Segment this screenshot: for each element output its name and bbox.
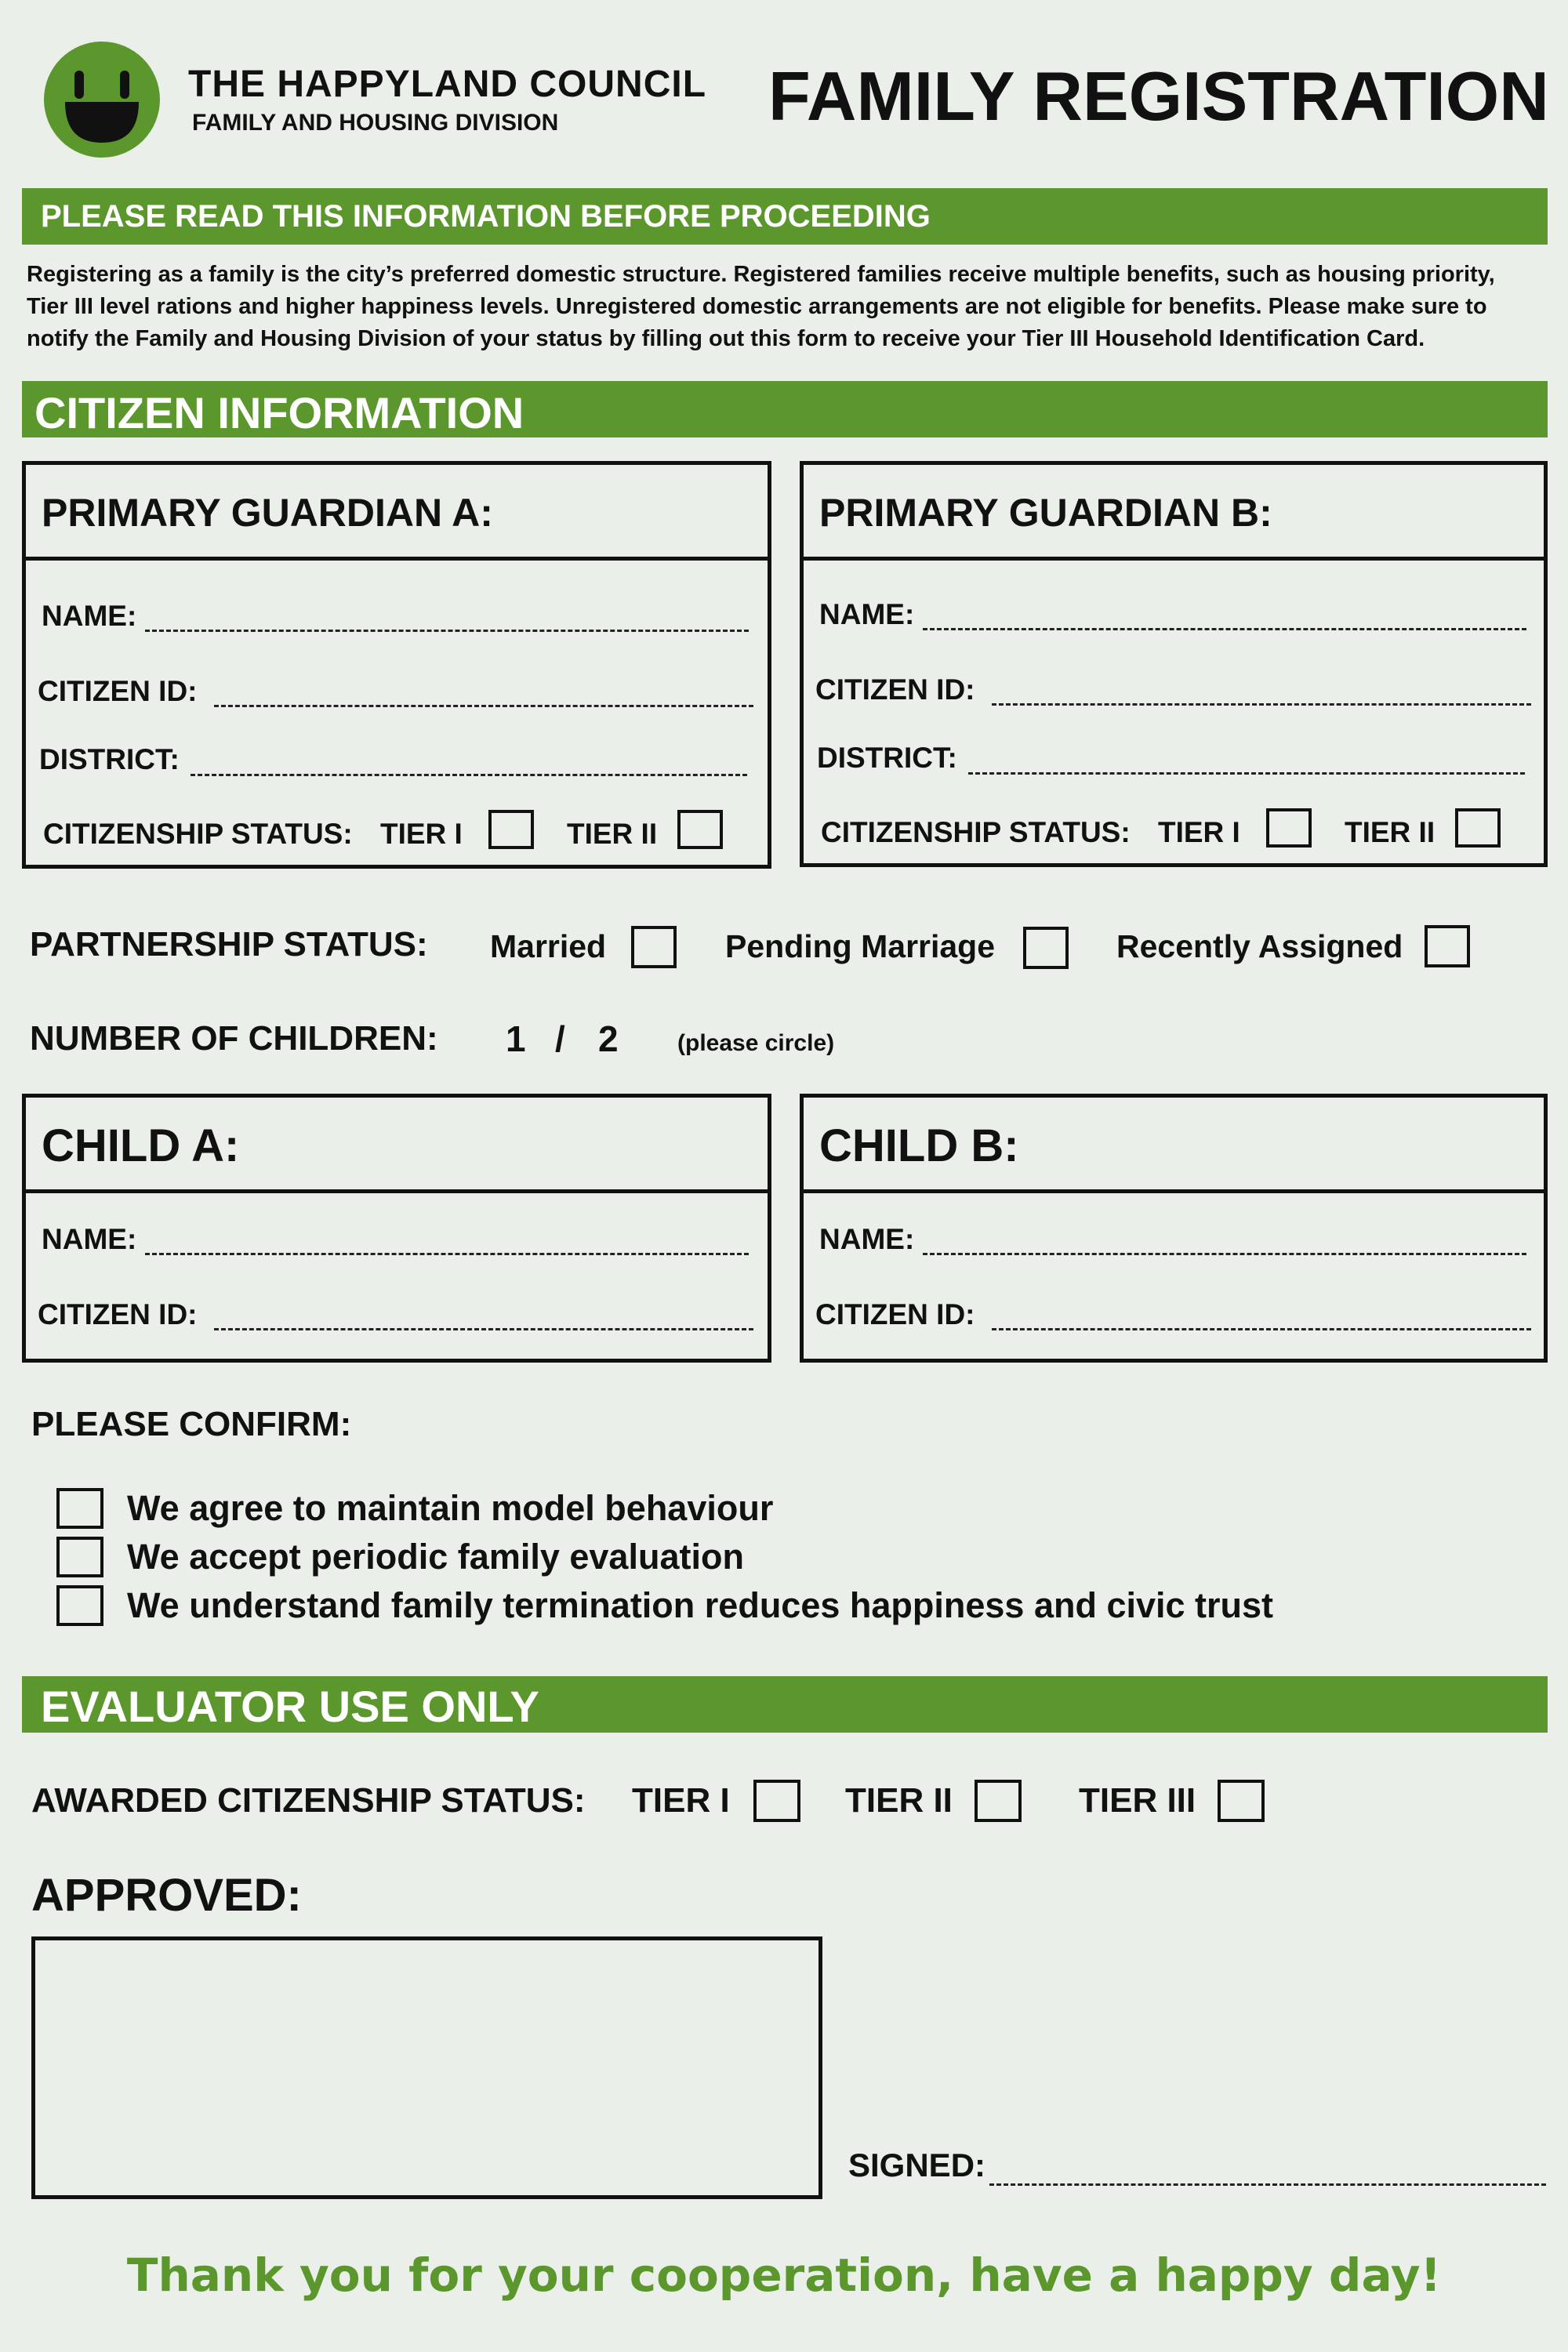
children-count-note: (please circle)	[677, 1030, 835, 1056]
confirm-evaluation-text: We accept periodic family evaluation	[127, 1537, 744, 1577]
child-b-title: CHILD B:	[819, 1120, 1019, 1171]
confirm-heading: PLEASE CONFIRM:	[31, 1405, 352, 1443]
guardian-a-district-label: DISTRICT:	[39, 743, 180, 775]
confirm-termination-checkbox[interactable]	[56, 1585, 103, 1626]
evaluator-banner	[22, 1676, 1548, 1733]
council-name: THE HAPPYLAND COUNCIL	[188, 64, 707, 105]
form-title: FAMILY REGISTRATION	[768, 57, 1549, 135]
partnership-option-pending: Pending Marriage	[725, 928, 996, 964]
guardian-b-tier1-checkbox[interactable]	[1266, 808, 1312, 848]
guardian-a-name-field[interactable]	[145, 630, 749, 632]
partnership-option-married: Married	[490, 928, 607, 964]
guardian-a-name-label: NAME:	[42, 600, 137, 632]
citizen-info-heading: CITIZEN INFORMATION	[34, 388, 524, 437]
awarded-tier3-checkbox[interactable]	[1218, 1780, 1265, 1822]
children-count-option-1[interactable]: 1	[506, 1018, 526, 1059]
pending-marriage-checkbox[interactable]	[1023, 927, 1069, 969]
citizen-info-banner	[22, 381, 1548, 437]
notice-heading: PLEASE READ THIS INFORMATION BEFORE PROCEEDING	[41, 199, 931, 234]
guardian-a-id-label: CITIZEN ID:	[38, 675, 198, 707]
awarded-tier2-checkbox[interactable]	[975, 1780, 1022, 1822]
children-count-option-2[interactable]: 2	[598, 1018, 619, 1059]
notice-line-3: notify the Family and Housing Division of your status by filling out this form to receive your Tier III Household Identification Card.	[27, 326, 1425, 351]
signed-label: SIGNED:	[848, 2147, 986, 2183]
awarded-tier3-label: TIER III	[1079, 1781, 1196, 1820]
notice-banner	[22, 188, 1548, 245]
guardian-a-tier1-checkbox[interactable]	[488, 810, 534, 849]
recently-assigned-checkbox[interactable]	[1425, 925, 1470, 967]
guardian-b-title: PRIMARY GUARDIAN B:	[819, 491, 1272, 535]
guardian-b-tier2-label: TIER II	[1345, 816, 1436, 848]
confirm-termination-text: We understand family termination reduces happiness and civic trust	[127, 1585, 1274, 1625]
approved-stamp-box[interactable]	[31, 1936, 822, 2199]
confirm-behaviour-text: We agree to maintain model behaviour	[127, 1488, 774, 1528]
child-a-title: CHILD A:	[42, 1120, 240, 1171]
guardian-b-district-field[interactable]	[968, 772, 1525, 775]
awarded-tier2-label: TIER II	[845, 1781, 953, 1820]
division-name: FAMILY AND HOUSING DIVISION	[192, 110, 559, 136]
awarded-tier1-label: TIER I	[632, 1781, 730, 1820]
child-a-id-field[interactable]	[214, 1328, 753, 1330]
logo	[43, 41, 161, 158]
guardian-a-box	[22, 461, 771, 869]
guardian-a-title: PRIMARY GUARDIAN A:	[42, 491, 493, 535]
awarded-status-label: AWARDED CITIZENSHIP STATUS:	[31, 1781, 586, 1820]
child-a-box	[22, 1094, 771, 1363]
child-b-name-field[interactable]	[923, 1253, 1526, 1255]
guardian-b-box	[800, 461, 1548, 867]
guardian-a-tier2-label: TIER II	[567, 818, 658, 850]
guardian-a-tier2-checkbox[interactable]	[677, 810, 723, 849]
married-checkbox[interactable]	[631, 926, 677, 968]
guardian-a-district-field[interactable]	[191, 774, 747, 776]
child-b-name-label: NAME:	[819, 1223, 915, 1255]
child-b-id-field[interactable]	[992, 1328, 1531, 1330]
child-b-id-label: CITIZEN ID:	[815, 1298, 975, 1330]
child-a-id-label: CITIZEN ID:	[38, 1298, 198, 1330]
guardian-a-id-field[interactable]	[214, 705, 753, 707]
children-count-separator: /	[555, 1018, 565, 1059]
notice-line-1: Registering as a family is the city’s preferred domestic structure. Registered families receive multiple benefits, such as housing priority,	[27, 262, 1495, 287]
child-b-header	[804, 1098, 1544, 1193]
child-b-box	[800, 1094, 1548, 1363]
guardian-b-district-label: DISTRICT:	[817, 742, 957, 774]
guardian-b-id-field[interactable]	[992, 703, 1531, 706]
partnership-label: PARTNERSHIP STATUS:	[30, 925, 428, 964]
guardian-b-tier1-label: TIER I	[1158, 816, 1240, 848]
approved-label: APPROVED:	[31, 1870, 302, 1921]
child-a-name-label: NAME:	[42, 1223, 137, 1255]
evaluator-heading: EVALUATOR USE ONLY	[41, 1682, 539, 1731]
children-count-label: NUMBER OF CHILDREN:	[30, 1019, 438, 1058]
guardian-a-status-label: CITIZENSHIP STATUS:	[43, 818, 353, 850]
confirm-behaviour-checkbox[interactable]	[56, 1488, 103, 1529]
child-a-name-field[interactable]	[145, 1253, 749, 1255]
awarded-tier1-checkbox[interactable]	[753, 1780, 800, 1822]
child-a-header	[26, 1098, 768, 1193]
notice-line-2: Tier III level rations and higher happiness levels. Unregistered domestic arrangements are not eligible for benefits. Please make sure to	[27, 294, 1487, 319]
guardian-a-header	[26, 465, 768, 561]
confirm-evaluation-checkbox[interactable]	[56, 1537, 103, 1577]
guardian-b-name-field[interactable]	[923, 628, 1526, 630]
signature-field[interactable]	[989, 2183, 1546, 2186]
guardian-b-header	[804, 465, 1544, 561]
guardian-a-tier1-label: TIER I	[380, 818, 463, 850]
guardian-b-name-label: NAME:	[819, 598, 915, 630]
smiley-face-icon	[43, 41, 161, 158]
guardian-b-tier2-checkbox[interactable]	[1455, 808, 1501, 848]
guardian-b-status-label: CITIZENSHIP STATUS:	[821, 816, 1131, 848]
footer-thanks: Thank you for your cooperation, have a happy day!	[126, 2249, 1442, 2302]
guardian-b-id-label: CITIZEN ID:	[815, 673, 975, 706]
partnership-option-assigned: Recently Assigned	[1116, 928, 1403, 964]
